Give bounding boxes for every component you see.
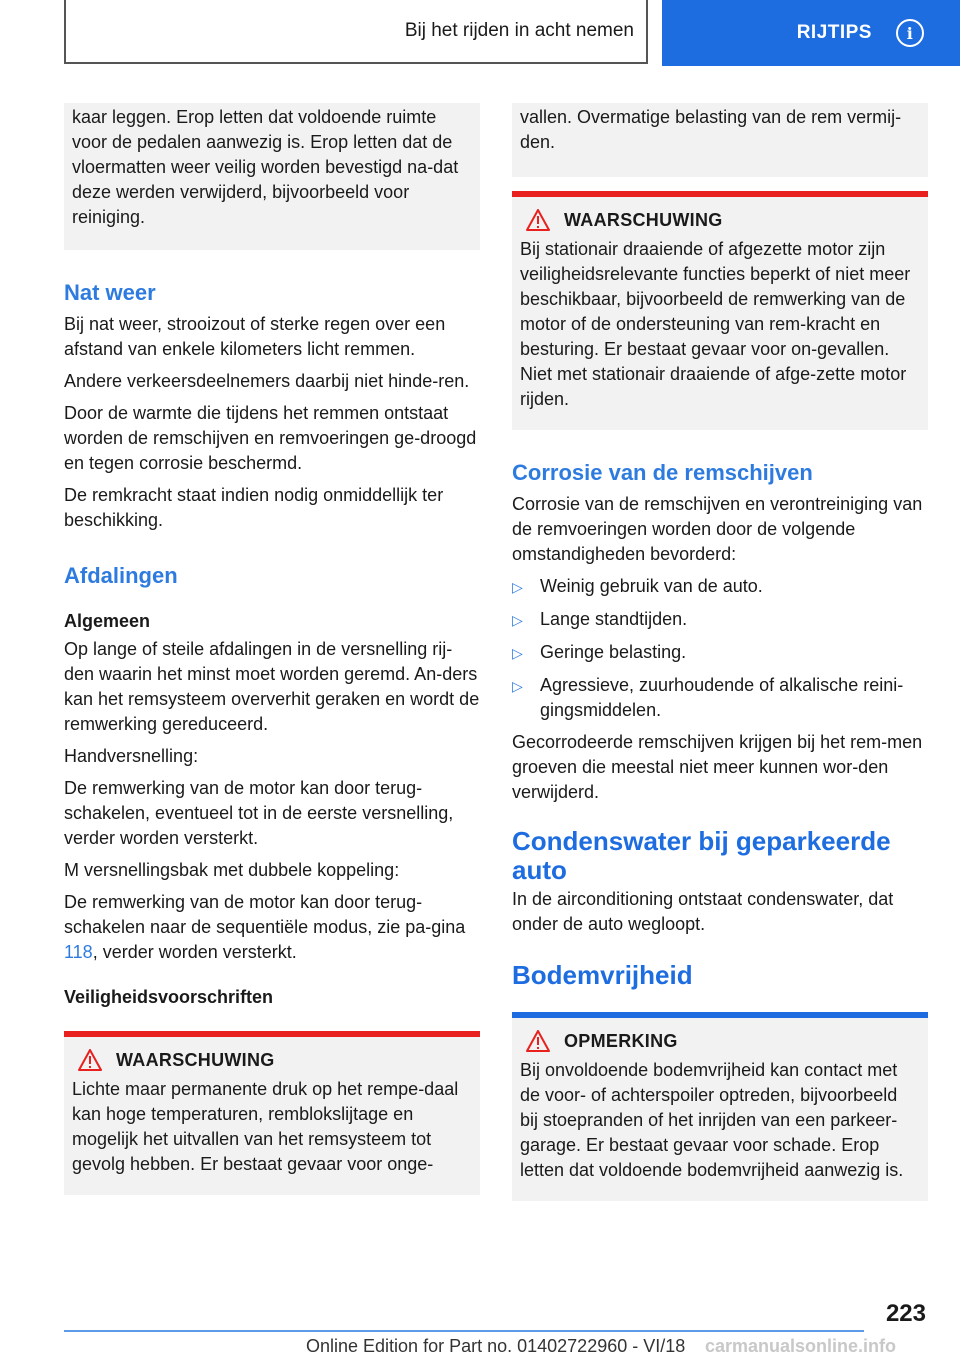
note-box (512, 1012, 928, 1201)
list-item-text: Lange standtijden. (540, 609, 688, 629)
triangle-bullet-icon: ▷ (512, 678, 523, 694)
triangle-bullet-icon: ▷ (512, 612, 523, 628)
subheading-veiligheidsvoorschriften: Veiligheidsvoorschriften (64, 987, 274, 1007)
paragraph: Door de warmte die tijdens het remmen ontstaat worden de remschijven en remvoeringen ge‐droogd en tegen corrosie beschermd. (64, 403, 477, 473)
triangle-bullet-icon: ▷ (512, 579, 523, 595)
warning-triangle-icon (78, 1049, 102, 1071)
paragraph: M versnellingsbak met dubbele koppeling: (64, 860, 400, 880)
right-column (512, 103, 928, 1201)
warning-text: Lichte maar permanente druk op het rempe‐daal kan hoge temperaturen, remblokslijtage en mogelijk het uitvallen van het remsysteem tot gevolg hebben. Er bestaat gevaar voor onge‐ (72, 1079, 459, 1174)
paragraph (64, 890, 480, 965)
heading-condenswater: Condenswater bij geparkeerde auto (512, 826, 891, 885)
paragraph: Bij nat weer, strooizout of sterke regen over een afstand van enkele kilometers licht remmen. (64, 314, 446, 359)
section-title: Bij het rijden in acht nemen (404, 20, 634, 41)
warning-triangle-icon (526, 209, 550, 231)
paragraph: In de airconditioning ontstaat condenswater, dat onder de auto wegloopt. (512, 889, 894, 934)
page-number: 223 (885, 1300, 926, 1327)
paragraph: Corrosie van de remschijven en verontreiniging van de remvoeringen worden door de volgende omstandigheden bevorderd: (512, 494, 923, 564)
warning-text: Bij stationair draaiende of afgezette motor zijn veiligheidsrelevante functies beperkt of niet meer beschikbaar, bijvoorbeeld de remwerking van de motor of de ondersteuning van rem‐kracht en besturing. Er bestaat gevaar voor on‐gevallen. Niet met stationair draaiende of afge‐zette motor rijden. (520, 239, 911, 409)
note-title-text: OPMERKING (564, 1030, 678, 1051)
list-item-text: Geringe belasting. (540, 642, 687, 662)
list-item-text: Agressieve, zuurhoudende of alkalische reini‐gingsmiddelen. (540, 675, 904, 720)
chapter-tab[interactable] (662, 0, 960, 66)
list-item (512, 673, 928, 723)
box-text: vallen. Overmatige belasting van de rem vermij‐den. (520, 107, 902, 152)
watermark: carmanualsonline.info (705, 1336, 897, 1356)
warning-title-text: WAARSCHUWING (116, 1049, 275, 1070)
subheading-algemeen: Algemeen (64, 611, 151, 631)
info-icon: i (896, 19, 924, 47)
box-text: kaar leggen. Erop letten dat voldoende ruimte voor de pedalen aanwezig is. Erop letten dat de vloermatten weer veilig worden bevestigd na‐dat deze werden verwijderd, bijvoorbeeld voor reiniging. (72, 107, 459, 227)
section-title-box (64, 0, 648, 64)
continued-box (512, 103, 928, 177)
list-item-text: Weinig gebruik van de auto. (540, 576, 763, 596)
heading-nat-weer: Nat weer (64, 280, 156, 305)
text: , verder worden versterkt. (92, 942, 297, 962)
paragraph: Gecorrodeerde remschijven krijgen bij het rem‐men groeven die meestal niet meer kunnen wor‐den verwijderd. (512, 732, 923, 802)
chapter-tab-label: RIJTIPS (796, 22, 872, 43)
warning-box (512, 191, 928, 430)
list-item (512, 607, 928, 633)
warning-box (64, 1031, 480, 1195)
heading-bodemvrijheid: Bodemvrijheid (512, 960, 693, 990)
list-item (512, 574, 928, 600)
paragraph: De remwerking van de motor kan door terug‐schakelen, eventueel tot in de eerste versnelling, verder worden versterkt. (64, 778, 454, 848)
heading-afdalingen: Afdalingen (64, 563, 178, 588)
edition-text: Online Edition for Part no. 01402722960 - VI/18 (306, 1336, 686, 1356)
warning-triangle-icon (526, 1030, 550, 1052)
paragraph: Handversnelling: (64, 746, 199, 766)
triangle-bullet-icon: ▷ (512, 645, 523, 661)
heading-corrosie: Corrosie van de remschijven (512, 460, 813, 485)
paragraph: Andere verkeersdeelnemers daarbij niet hinde‐ren. (64, 371, 470, 391)
continued-box (64, 103, 480, 250)
warning-title (72, 1049, 472, 1071)
left-column (64, 103, 480, 1195)
paragraph: De remkracht staat indien nodig onmiddellijk ter beschikking. (64, 485, 444, 530)
warning-title (520, 209, 920, 231)
list-item (512, 640, 928, 666)
note-title (520, 1030, 920, 1052)
footer-divider (64, 1330, 864, 1332)
note-text: Bij onvoldoende bodemvrijheid kan contact met de voor- of achterspoiler optreden, bijvoorbeeld bij stoepranden of het inrijden van een parkeer‐garage. Er bestaat gevaar voor schade. Erop letten dat voldoende bodemvrijheid aanwezig is. (520, 1060, 904, 1180)
text: De remwerking van de motor kan door terug‐schakelen naar de sequentiële modus, zie pa‐gina (64, 892, 466, 937)
paragraph: Op lange of steile afdalingen in de versnelling rij‐den waarin het minst moet worden geremd. An‐ders kan het remsysteem oververhit geraken en wordt de remwerking gereduceerd. (64, 639, 480, 734)
page-link[interactable]: 118 (64, 942, 93, 962)
warning-title-text: WAARSCHUWING (564, 209, 723, 230)
bullet-list (512, 574, 928, 723)
